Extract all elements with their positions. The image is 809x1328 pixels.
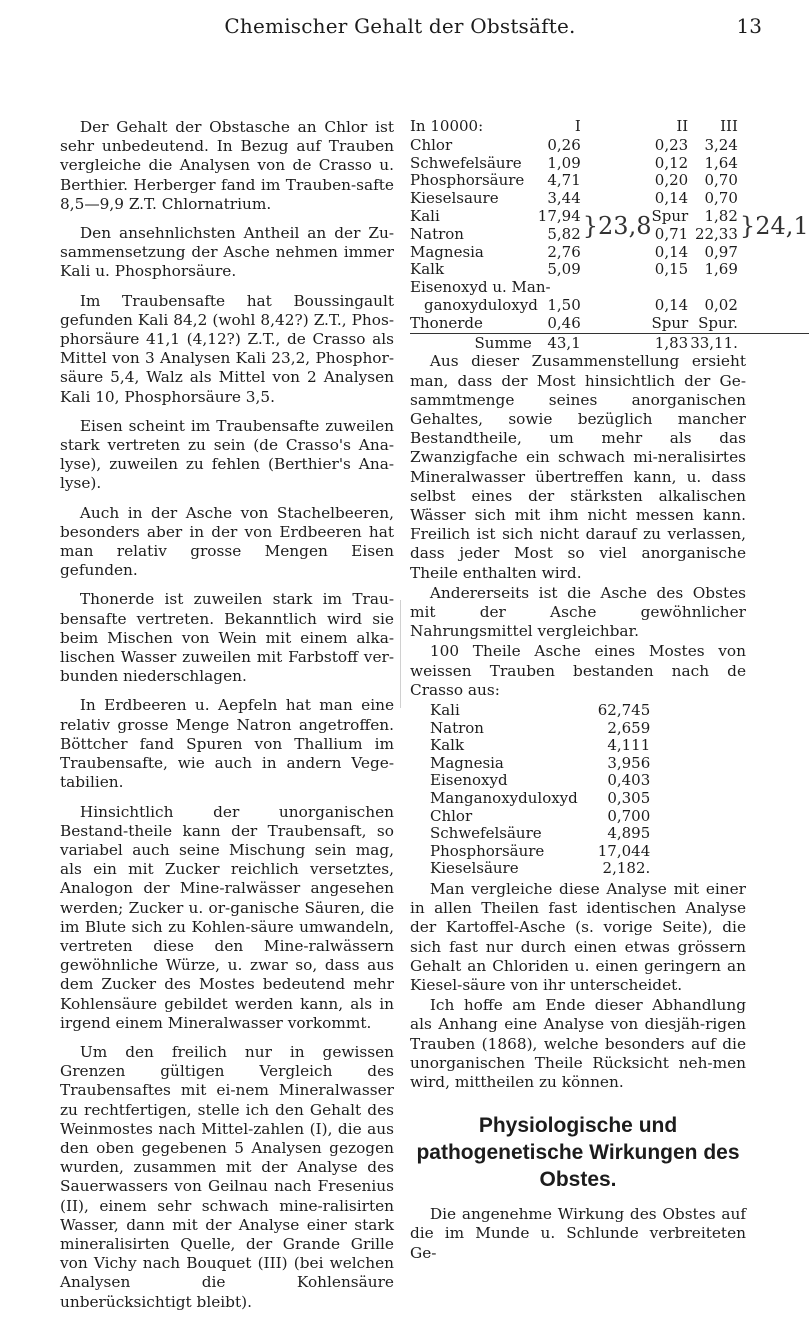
paragraph-zusammenstellung: Aus dieser Zusammenstellung ersieht man, dass der Most hinsichtlich der Ge-sammtmenge seines anorganischen Gehaltes, sowie bezüglich mancher Bestandtheile, um mehr als das Zwanzigfache ein schwach mi-neralisirtes Mineralwasser übertreffen kann, u. dass selbst eines der stärksten alkalischen Wässer sich mit ihm nicht messen kann. Freilich ist sich nicht darauf zu verlassen, dass jeder Most so viel anorganische Theile enthalten wird.: [410, 352, 746, 582]
table-cell: 5,09: [547, 260, 581, 279]
paragraph-thonerde: Thonerde ist zuweilen stark im Trau-bensafte vertreten. Bekanntlich wird sie beim Mischen von Wein mit einem alka-lischen Wasser zuweilen mit Farbstoff ver-bunden niederschlagen.: [60, 590, 394, 686]
table-row: [430, 772, 650, 790]
table-cell: Spur: [651, 313, 689, 332]
table-cell: 33,11.: [690, 333, 738, 352]
table-cell: Kieselsaure: [410, 189, 499, 208]
section-heading: Physiologische und pathogenetische Wirkungen des Obstes.: [416, 1114, 740, 1192]
table-cell: 3,44: [547, 189, 581, 208]
ash-table: [430, 702, 650, 878]
table-cell: 17,94: [537, 206, 581, 225]
table-cell: 0,70: [704, 171, 738, 190]
brace-icon: }: [582, 211, 599, 240]
table-cell: 0,12: [654, 153, 689, 172]
paragraph-kartoffel: Man vergleiche diese Analyse mit einer in allen Theilen fast identischen Analyse der Kartoffel-Asche (s. vorige Seite), die sich fast nur durch einen etwas grössern Gehalt an Chloriden u. einen geringern an Kiesel-säure von ihr unterscheidet.: [410, 879, 746, 994]
table-row: [410, 315, 809, 333]
table-cell: 5,82: [547, 224, 581, 243]
table-cell: Schwefelsäure: [430, 824, 542, 843]
table-cell: 4,111: [607, 736, 651, 755]
table-cell: 2,76: [547, 242, 581, 261]
table-row: [430, 720, 650, 738]
table-cell: 0,403: [607, 771, 651, 790]
analysis-table: [410, 118, 809, 352]
table-cell: ganoxyduloxyd: [424, 295, 538, 314]
table-cell: 0,15: [654, 260, 689, 279]
table-row: [410, 190, 809, 208]
table-cell: 1,83: [651, 333, 690, 352]
table-cell: 3,956: [607, 753, 651, 772]
table-cell: 4,71: [547, 171, 581, 190]
table-cell: Chlor: [410, 135, 453, 154]
table-cell: 1,09: [547, 153, 581, 172]
table-cell: 3,24: [704, 135, 738, 154]
table-cell: Magnesia: [430, 753, 504, 772]
table-cell: 2,659: [607, 718, 651, 737]
right-column: [410, 117, 809, 1264]
brace-sum-I: [583, 208, 652, 244]
table-cell: Spur: [651, 206, 689, 225]
table-cell: 0,02: [704, 295, 738, 314]
table-row: [430, 702, 650, 720]
table-cell: 0,700: [607, 806, 651, 825]
page-title: Chemischer Gehalt der Obstsäfte.: [224, 14, 576, 38]
paragraph-anhang: Ich hoffe am Ende dieser Abhandlung als Anhang eine Analyse von diesjäh-rigen Trauben (1868), welche besonders auf die unorganischen Theile Rücksicht neh-men wird, mittheilen zu können.: [410, 996, 746, 1091]
paragraph-stachelbeeren: Auch in der Asche von Stachelbeeren, besonders aber in der von Erdbeeren hat man relativ grosse Mengen Eisen gefunden.: [60, 503, 394, 580]
table-cell: 43,1: [538, 333, 583, 352]
table-cell: Kalk: [430, 736, 465, 755]
table-row: [410, 137, 809, 155]
table-cell: Phosphorsäure: [410, 171, 525, 190]
table-cell: 0,70: [704, 189, 738, 208]
table-row: [410, 261, 809, 279]
table-header-cell: III: [720, 117, 738, 135]
table-cell: Kieselsäure: [430, 859, 519, 878]
table-row: [430, 755, 650, 773]
table-cell: 0,14: [654, 295, 689, 314]
table-cell: 1,64: [704, 153, 738, 172]
table-cell: 0,305: [607, 788, 651, 807]
table-row: [410, 208, 809, 226]
table-row: [430, 808, 650, 826]
table-row: [430, 843, 650, 861]
alkali-sum-I: 23,8: [598, 211, 652, 240]
table-cell: Summe: [410, 333, 538, 352]
table-row: [410, 279, 809, 297]
paragraph-chlor: Der Gehalt der Obstasche an Chlor ist sehr unbedeutend. In Bezug auf Trauben vergleiche die Analysen von de Crasso u. Berthier. Herberger fand im Trauben-safte 8,5—9,9 Z.T. Chlornatrium.: [60, 118, 394, 213]
table-row: [410, 172, 809, 190]
table-row: [430, 790, 650, 808]
table-cell: Spur.: [698, 313, 738, 332]
table-cell: 0,26: [547, 135, 581, 154]
table-cell: 1,50: [547, 295, 581, 314]
paragraph-mineralwasser: Hinsichtlich der unorganischen Bestand-theile kann der Traubensaft, so variabel auch seine Mischung sein mag, als ein mit Zucker reichlich versetztes, Analogon der Mine-ralwässer angesehen werden; Zucker u. or-ganische Säuren, die im Blute sich zu Kohlen-säure umwandeln, vertreten diese den Mine-ralwässern gewöhnliche Würze, u. zwar so, dass aus dem Zucker des Mostes bedeutend mehr Kohlensäure gebildet werden kann, als in irgend einem Mineralwasser vorkommt.: [60, 802, 394, 1032]
table-row: [430, 860, 650, 878]
table-header-cell: I: [574, 117, 581, 135]
paragraph-andererseits: Andererseits ist die Asche des Obstes mit der Asche gewöhnlicher Nahrungsmittel vergleichbar.: [410, 583, 746, 641]
page-number: 13: [736, 14, 762, 38]
table-cell: Kali: [430, 701, 460, 720]
table-cell: 0,71: [654, 224, 689, 243]
table-cell: Natron: [430, 718, 484, 737]
paragraph-asche-intro: 100 Theile Asche eines Mostes von weissen Trauben bestanden nach de Crasso aus:: [410, 642, 746, 699]
brace-sum-III: [740, 208, 809, 244]
table-cell: 4,895: [607, 824, 651, 843]
table-cell: Magnesia: [410, 242, 484, 261]
table-cell: Eisenoxyd u. Man-: [410, 278, 551, 297]
paragraph-wirkung: Die angenehme Wirkung des Obstes auf die im Munde u. Schlunde verbreiteten Ge-: [410, 1205, 746, 1262]
table-cell: 0,23: [654, 135, 689, 154]
table-cell: Phosphorsäure: [430, 841, 545, 860]
table-row: [410, 297, 809, 315]
left-column: [60, 118, 394, 1322]
table-cell: Kalk: [410, 260, 445, 279]
paragraph-boussingault: Im Traubensafte hat Boussingault gefunden Kali 84,2 (wohl 8,42?) Z.T., Phos-phorsäure 41,1 (4,12?) Z.T., de Crasso als Mittel von 3 Analysen Kali 23,2, Phosphor-säure 5,4, Walz als Mittel von 2 Analysen Kali 10, Phosphorsäure 3,5.: [60, 291, 394, 406]
table-row: [410, 244, 809, 262]
table-cell: 1,69: [704, 260, 738, 279]
table-cell: 0,14: [654, 189, 689, 208]
table-cell: 62,745: [597, 701, 651, 720]
table-cell: Thonerde: [410, 313, 483, 332]
table-cell: Chlor: [430, 806, 473, 825]
table-row: [410, 155, 809, 173]
table-row: [430, 825, 650, 843]
brace-icon: }: [739, 211, 756, 240]
table-total-row: [410, 333, 809, 352]
table-cell: Eisenoxyd: [430, 771, 508, 790]
table-header-cell: II: [676, 117, 689, 135]
paragraph-natron-thallium: In Erdbeeren u. Aepfeln hat man eine relativ grosse Menge Natron angetroffen. Böttcher fand Spuren von Thallium im Traubensafte, wie auch in andern Vege-tabilien.: [60, 696, 394, 792]
table-cell: Natron: [410, 224, 464, 243]
table-cell: 2,182.: [602, 859, 651, 878]
table-row: [430, 737, 650, 755]
paragraph-eisen: Eisen scheint im Traubensafte zuweilen stark vertreten zu sein (de Crasso's Ana-lyse), zuweilen zu fehlen (Berthier's Ana-lyse).: [60, 416, 394, 493]
paragraph-vergleich: Um den freilich nur in gewissen Grenzen gültigen Vergleich des Traubensaftes mit ei-nem Mineralwasser zu rechtfertigen, stelle ich den Gehalt des Weinmostes nach Mittel-zahlen (I), die aus den oben gegebenen 5 Analysen gezogen wurden, zusammen mit der Analyse des Sauerwassers von Geilnau nach Fresenius (II), einem sehr schwach mine-ralisirten Wasser, dann mit der Analyse einer stark mineralisirten Quelle, der Grande Grille von Vichy nach Bouquet (III) (bei welchen Analysen die Kohlensäure unberücksichtigt bleibt).: [60, 1042, 394, 1311]
table-cell: 0,14: [654, 242, 689, 261]
table-cell: Kali: [410, 206, 440, 225]
table-cell: 0,46: [547, 313, 581, 332]
column-divider: [400, 600, 401, 708]
table-cell: Manganoxyduloxyd: [430, 788, 578, 807]
table-cell: 1,82: [704, 206, 738, 225]
table-header-cell: In 10000:: [410, 117, 484, 135]
table-cell: 22,33: [694, 224, 738, 243]
alkali-sum-III: 24,1: [755, 211, 809, 240]
table-header-row: [410, 118, 809, 137]
table-cell: 17,044: [597, 841, 651, 860]
table-cell: Schwefelsäure: [410, 153, 522, 172]
table-cell: 0,97: [704, 242, 738, 261]
table-cell: 0,20: [654, 171, 689, 190]
paragraph-kali-phosphor: Den ansehnlichsten Antheil an der Zu-sammensetzung der Asche nehmen immer Kali u. Phosphorsäure.: [60, 224, 394, 281]
running-head: [0, 14, 800, 44]
